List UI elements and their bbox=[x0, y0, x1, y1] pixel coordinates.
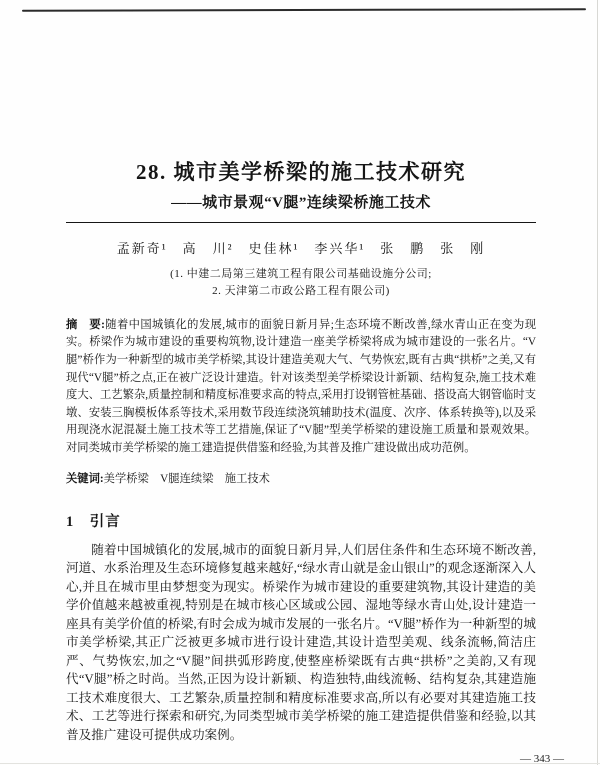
page-number: — 343 — bbox=[520, 753, 564, 765]
section-1-heading: 1 引言 bbox=[66, 513, 121, 530]
scan-artifact-right-edge bbox=[597, 0, 598, 765]
title-divider bbox=[66, 222, 536, 223]
abstract-paragraph bbox=[66, 317, 536, 458]
paper-title: 28. 城市美学桥梁的施工技术研究 bbox=[136, 160, 466, 184]
authors-line: 孟新奇¹ 高 川² 史佳林¹ 李兴华¹ 张 鹏 张 刚 bbox=[116, 240, 486, 256]
abstract-label: 摘 要: bbox=[66, 318, 105, 331]
abstract-section bbox=[66, 317, 536, 458]
abstract-text: 随着中国城镇化的发展,城市的面貌日新月异;生态环境不断改善,绿水青山正在变为现实。桥梁作为城市建设的重要构筑物,设计建造一座美学桥梁将成为城市建设的一张名片。“V腿”桥作为一种新型的城市美学桥梁,其设计建造美观大气、气势恢宏,既有古典“拱桥”之美,又有现代“V腿”桥之点,正在被广泛设计建造。针对该类型美学桥梁设计新颖、结构复杂,施工技术难度大、工艺繁杂,质量控制和精度标准要求高的特点,采用打设钢管桩基础、搭设高大钢管临时支墩、安装三胸模板体系等技术,采用数节段连续浇筑辅助技术(温度、次序、体系转换等),以及采用现浇水泥混凝土施工技术等工艺措施,保证了“V腿”型美学桥梁的建设施工质量和景观效果。对同类城市美学桥梁的施工建造提供借鉴和经验,为其普及推广建设做出成功范例。 bbox=[66, 318, 536, 455]
introduction-paragraph: 随着中国城镇化的发展,城市的面貌日新月异,人们居住条件和生态环境不断改善,河道、水系治理及生态环境修复越来越好,“绿水青山就是金山银山”的观念逐渐深入人心,并且在城市里由梦想变为现实。桥梁作为城市建设的重要建筑物,其设计建造的美学价值越来越被重视,特别是在城市核心区域或公园、湿地等绿水青山处,设计建造一座具有美学价值的桥梁,有时会成为城市发展的一张名片。“V腿”桥作为一种新型的城市美学桥梁,其正广泛被更多城市进行设计建造,其设计造型美观、线条流畅,简洁庄严、气势恢宏,加之“V腿”间拱弧形跨度,使整座桥梁既有古典“拱桥”之美韵,又有现代“V腿”桥之时尚。当然,正因为设计新颖、构造独特,曲线流畅、结构复杂,其建造施工技术难度很大、工艺繁杂,质量控制和精度标准要求高,所以有必要对其建造施工技术、工艺等进行探索和研究,为同类型城市美学桥梁的施工建造提供借鉴和经验,以其普及推广建设可提供成功案例。 bbox=[66, 542, 536, 742]
paper-subtitle: ——城市景观“V腿”连续梁桥施工技术 bbox=[171, 195, 431, 212]
keywords-line bbox=[66, 471, 536, 488]
scan-artifact-bottom-edge bbox=[0, 763, 600, 764]
affiliation-line-1: (1. 中建二局第三建筑工程有限公司基础设施分公司; bbox=[170, 267, 432, 280]
keywords-label: 关键词: bbox=[66, 472, 104, 485]
keywords-text: 美学桥梁 V腿连续梁 施工技术 bbox=[103, 472, 270, 485]
affiliation-line-2: 2. 天津第二市政公路工程有限公司) bbox=[212, 284, 390, 297]
